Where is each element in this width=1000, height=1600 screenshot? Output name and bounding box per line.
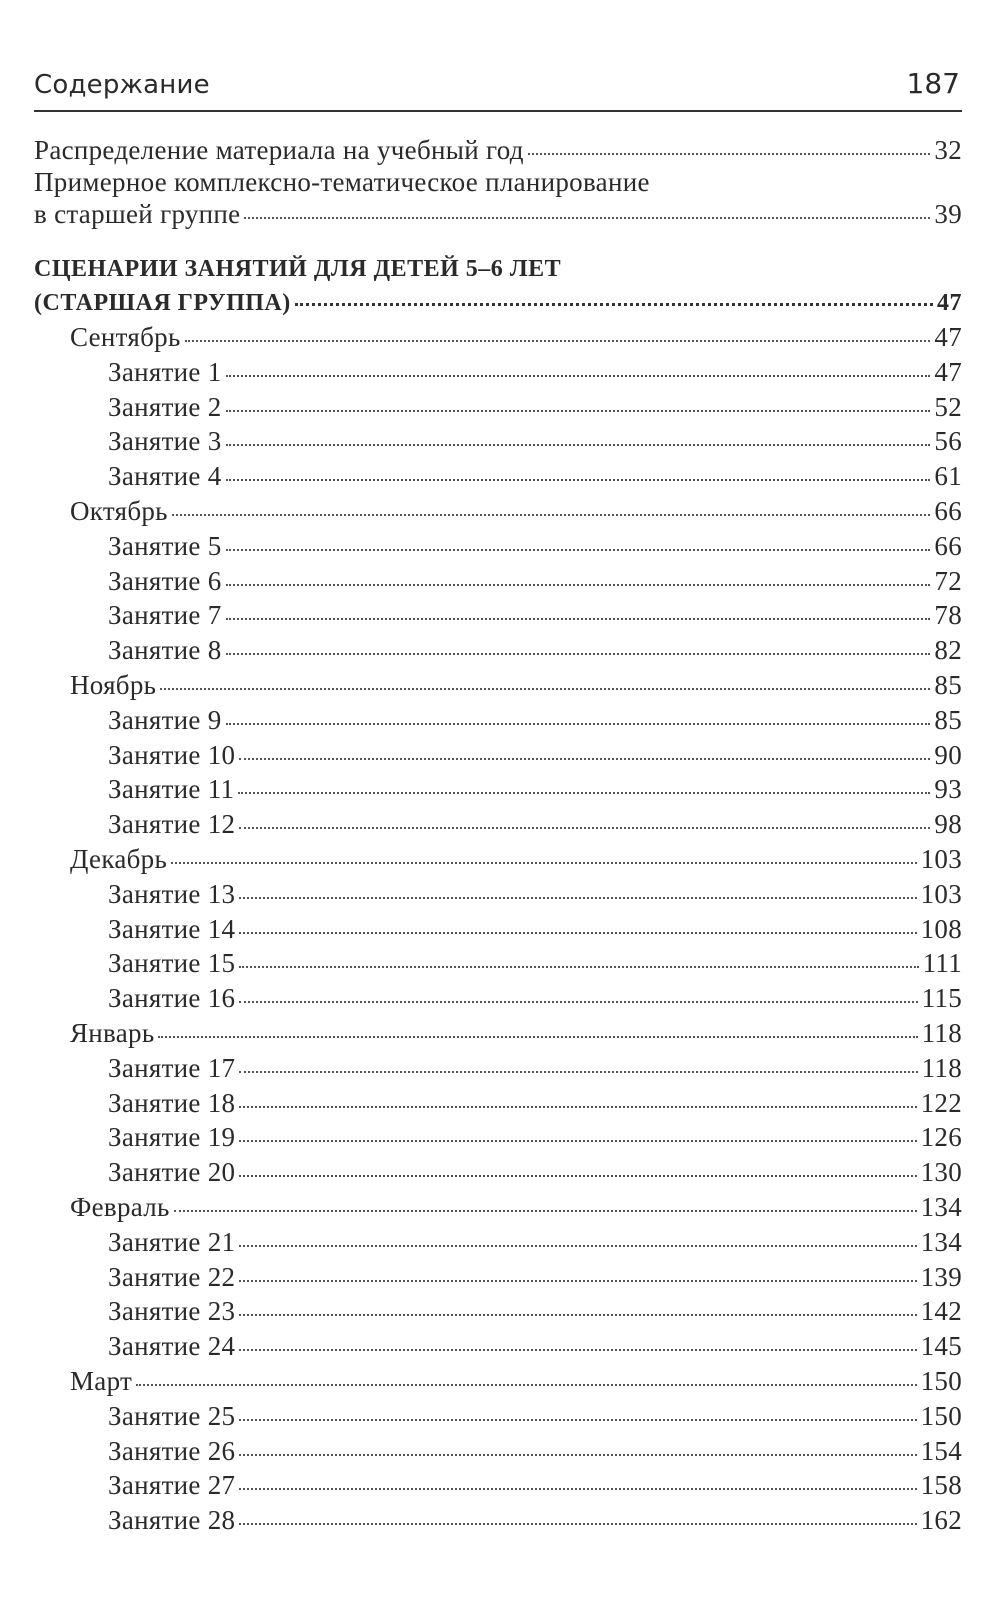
lesson-entry-label: Занятие 7 xyxy=(108,600,222,631)
lesson-entry[interactable] xyxy=(34,946,962,981)
month-entry-page: 118 xyxy=(921,1017,962,1048)
intro-block xyxy=(34,134,962,230)
dot-leader xyxy=(226,618,931,620)
dot-leader xyxy=(238,792,930,794)
lesson-entry-page: 98 xyxy=(934,809,962,840)
lesson-entry[interactable] xyxy=(34,459,962,494)
dot-leader xyxy=(239,1349,916,1351)
lesson-entry-label: Занятие 22 xyxy=(108,1261,236,1292)
month-entry-label: Январь xyxy=(70,1017,155,1048)
toc-entry[interactable] xyxy=(34,198,962,230)
lesson-entry[interactable] xyxy=(34,355,962,390)
lesson-entry-label: Занятие 19 xyxy=(108,1122,236,1153)
lesson-entry-label: Занятие 25 xyxy=(108,1400,236,1431)
dot-leader xyxy=(239,1071,917,1073)
month-entry[interactable] xyxy=(34,1364,962,1399)
running-head xyxy=(34,50,962,112)
dot-leader xyxy=(295,303,933,306)
section-heading[interactable] xyxy=(34,252,962,320)
month-entry-page: 150 xyxy=(920,1365,962,1396)
lesson-entry-label: Занятие 1 xyxy=(108,356,222,387)
lesson-entry-label: Занятие 14 xyxy=(108,913,236,944)
lesson-entry-page: 90 xyxy=(934,739,962,770)
lesson-entry-label: Занятие 10 xyxy=(108,739,236,770)
lesson-entry-label: Занятие 9 xyxy=(108,704,222,735)
lesson-entry[interactable] xyxy=(34,424,962,459)
lesson-entry[interactable] xyxy=(34,703,962,738)
lesson-entry[interactable] xyxy=(34,390,962,425)
section-title-row xyxy=(34,286,962,320)
toc-entry[interactable] xyxy=(34,134,962,166)
toc-entry-page: 39 xyxy=(934,199,962,229)
lesson-entry-label: Занятие 16 xyxy=(108,983,236,1014)
month-entry-page: 103 xyxy=(920,843,962,874)
dot-leader xyxy=(226,410,931,412)
month-entry-label: Ноябрь xyxy=(70,669,157,700)
month-entry-label: Октябрь xyxy=(70,495,168,526)
dot-leader xyxy=(239,1001,917,1003)
lesson-entry-page: 72 xyxy=(934,565,962,596)
dot-leader xyxy=(244,217,930,219)
dot-leader xyxy=(226,653,931,655)
lesson-entry-label: Занятие 11 xyxy=(108,774,235,805)
lesson-entry[interactable] xyxy=(34,1120,962,1155)
lesson-entry-label: Занятие 15 xyxy=(108,948,236,979)
lesson-entry[interactable] xyxy=(34,1468,962,1503)
lesson-entry[interactable] xyxy=(34,1503,962,1538)
dot-leader xyxy=(239,1140,916,1142)
lesson-entry[interactable] xyxy=(34,1086,962,1121)
dot-leader xyxy=(239,897,916,899)
lesson-entry-page: 66 xyxy=(934,530,962,561)
lesson-entry-label: Занятие 24 xyxy=(108,1331,236,1362)
lesson-entry-page: 52 xyxy=(934,391,962,422)
toc-entry-label-line2: в старшей группе xyxy=(34,199,241,229)
dot-leader xyxy=(239,1106,916,1108)
lesson-entry[interactable] xyxy=(34,772,962,807)
lesson-entry[interactable] xyxy=(34,1294,962,1329)
lesson-entry-label: Занятие 18 xyxy=(108,1087,236,1118)
lesson-entry-label: Занятие 21 xyxy=(108,1226,236,1257)
month-entry[interactable] xyxy=(34,1016,962,1051)
dot-leader xyxy=(239,1523,916,1525)
lesson-entry[interactable] xyxy=(34,1225,962,1260)
dot-leader xyxy=(185,340,931,342)
lesson-entry-label: Занятие 28 xyxy=(108,1505,236,1536)
lesson-entry[interactable] xyxy=(34,912,962,947)
lesson-entry-label: Занятие 20 xyxy=(108,1157,236,1188)
month-entry[interactable] xyxy=(34,1190,962,1225)
dot-leader xyxy=(226,444,931,446)
dot-leader xyxy=(171,862,917,864)
dot-leader xyxy=(158,1036,917,1038)
dot-leader xyxy=(239,1175,916,1177)
dot-leader xyxy=(239,1245,916,1247)
lesson-entry-page: 154 xyxy=(920,1435,962,1466)
month-entry[interactable] xyxy=(34,842,962,877)
lesson-entry-label: Занятие 6 xyxy=(108,565,222,596)
lesson-entry-page: 108 xyxy=(920,913,962,944)
dot-leader xyxy=(239,966,918,968)
dot-leader xyxy=(226,375,931,377)
section-title-line1: СЦЕНАРИИ ЗАНЯТИЙ ДЛЯ ДЕТЕЙ 5–6 ЛЕТ xyxy=(34,256,562,282)
lesson-entry[interactable] xyxy=(34,807,962,842)
lesson-entry-page: 150 xyxy=(920,1400,962,1431)
dot-leader xyxy=(528,153,931,155)
lesson-entry[interactable] xyxy=(34,1329,962,1364)
lesson-entry-page: 142 xyxy=(920,1296,962,1327)
lesson-entry-page: 130 xyxy=(920,1157,962,1188)
dot-leader xyxy=(174,1210,917,1212)
month-entry-label: Февраль xyxy=(70,1191,170,1222)
lesson-entry-page: 85 xyxy=(934,704,962,735)
lesson-entry-label: Занятие 13 xyxy=(108,878,236,909)
lesson-entry-label: Занятие 4 xyxy=(108,461,222,492)
dot-leader xyxy=(226,584,931,586)
dot-leader xyxy=(160,688,930,690)
dot-leader xyxy=(136,1384,916,1386)
dot-leader xyxy=(239,1419,916,1421)
lesson-entry-label: Занятие 5 xyxy=(108,530,222,561)
lesson-entry[interactable] xyxy=(34,633,962,668)
lesson-entry[interactable] xyxy=(34,564,962,599)
dot-leader xyxy=(239,1454,916,1456)
lesson-entry-label: Занятие 12 xyxy=(108,809,236,840)
dot-leader xyxy=(172,514,931,516)
lesson-entry-page: 111 xyxy=(922,948,962,979)
lesson-entry-page: 118 xyxy=(921,1052,962,1083)
lesson-entry-page: 115 xyxy=(921,983,962,1014)
lesson-entry-page: 134 xyxy=(920,1226,962,1257)
lesson-entry-page: 139 xyxy=(920,1261,962,1292)
section-title-line2: (СТАРШАЯ ГРУППА) xyxy=(34,290,291,316)
dot-leader xyxy=(239,1314,916,1316)
month-entry[interactable] xyxy=(34,668,962,703)
lesson-entry-page: 126 xyxy=(920,1122,962,1153)
lesson-entry[interactable] xyxy=(34,1260,962,1295)
lesson-entry-page: 145 xyxy=(920,1331,962,1362)
lesson-entry[interactable] xyxy=(34,1155,962,1190)
lesson-entry-page: 56 xyxy=(934,426,962,457)
lesson-entry-page: 61 xyxy=(934,461,962,492)
lesson-entry-label: Занятие 3 xyxy=(108,426,222,457)
dot-leader xyxy=(226,479,931,481)
page-title: Содержание xyxy=(34,70,210,100)
lesson-entry[interactable] xyxy=(34,1434,962,1469)
lesson-entry-page: 162 xyxy=(920,1505,962,1536)
lesson-entry-page: 103 xyxy=(920,878,962,909)
lesson-entry[interactable] xyxy=(34,738,962,773)
month-entry-label: Декабрь xyxy=(70,843,168,874)
lesson-entry-label: Занятие 8 xyxy=(108,635,222,666)
month-entry-page: 47 xyxy=(934,322,962,352)
month-entry[interactable] xyxy=(34,494,962,529)
lesson-entry[interactable] xyxy=(34,981,962,1016)
lesson-entry-label: Занятие 2 xyxy=(108,391,222,422)
month-entry-page: 134 xyxy=(920,1191,962,1222)
dot-leader xyxy=(239,1488,916,1490)
dot-leader xyxy=(226,549,931,551)
lesson-entry-label: Занятие 26 xyxy=(108,1435,236,1466)
lesson-entry[interactable] xyxy=(34,1399,962,1434)
toc-entry-page: 32 xyxy=(934,135,962,165)
lesson-entry-page: 158 xyxy=(920,1470,962,1501)
month-entry[interactable] xyxy=(34,320,962,355)
lesson-entry-page: 122 xyxy=(920,1087,962,1118)
lesson-entry-page: 78 xyxy=(934,600,962,631)
lesson-entry[interactable] xyxy=(34,529,962,564)
month-entry-page: 66 xyxy=(934,495,962,526)
dot-leader xyxy=(239,827,930,829)
page-number: 187 xyxy=(906,67,960,100)
month-entry-label: Март xyxy=(70,1365,133,1396)
toc-entry-label-line1[interactable]: Примерное комплексно-тематическое планирование xyxy=(34,167,650,197)
section-page: 47 xyxy=(937,290,962,316)
dot-leader xyxy=(239,932,916,934)
dot-leader xyxy=(239,1280,916,1282)
lesson-entry-page: 82 xyxy=(934,635,962,666)
lesson-entry[interactable] xyxy=(34,877,962,912)
month-entry-page: 85 xyxy=(934,669,962,700)
lesson-entry-page: 93 xyxy=(934,774,962,805)
toc-page xyxy=(34,50,962,1538)
lesson-entry-label: Занятие 17 xyxy=(108,1052,236,1083)
lesson-entry-label: Занятие 27 xyxy=(108,1470,236,1501)
lesson-entry-page: 47 xyxy=(934,356,962,387)
month-list xyxy=(34,320,962,1538)
lesson-entry[interactable] xyxy=(34,598,962,633)
dot-leader xyxy=(239,758,930,760)
lesson-entry[interactable] xyxy=(34,1051,962,1086)
table-of-contents xyxy=(34,134,962,1538)
dot-leader xyxy=(226,723,931,725)
month-entry-label: Сентябрь xyxy=(70,322,181,352)
lesson-entry-label: Занятие 23 xyxy=(108,1296,236,1327)
toc-entry-label: Распределение материала на учебный год xyxy=(34,135,524,165)
